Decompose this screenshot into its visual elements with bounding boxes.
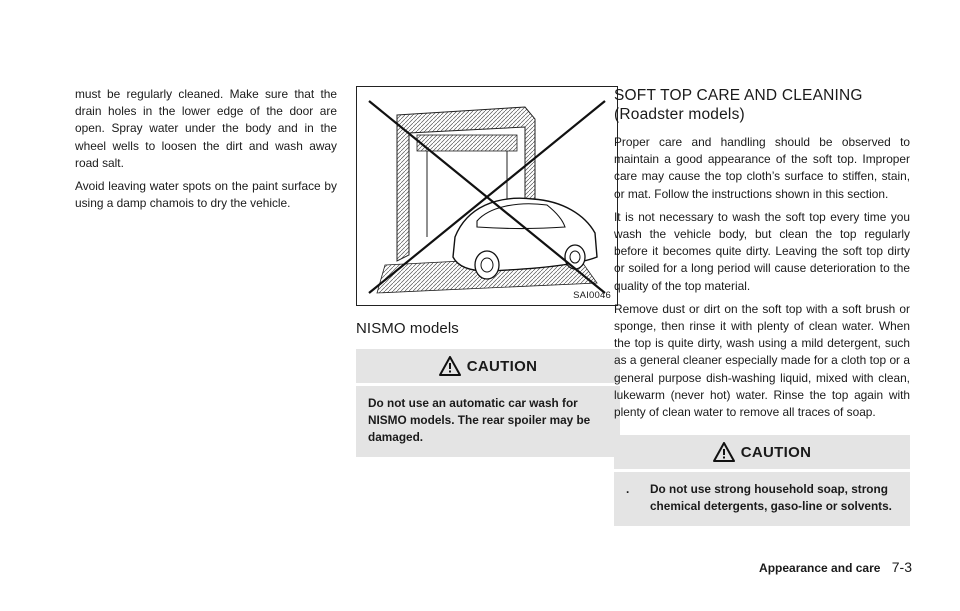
caution-box-nismo [356,349,620,457]
middle-column [356,86,620,457]
soft-top-heading [614,86,910,124]
left-column [75,86,337,218]
paragraph-wash-body: must be regularly cleaned. Make sure that the drain holes in the lower edge of the door are open. Spray water under the body and in the wheel wells to loosen the dirt and wash away road salt. [75,87,337,170]
warning-triangle-icon [713,442,735,462]
caution-title: CAUTION [740,443,812,461]
footer-section-name: Appearance and care [759,561,881,575]
right-column [614,86,910,526]
soft-top-heading-line1: SOFT TOP CARE AND CLEANING [614,87,863,104]
soft-top-heading-line2: (Roadster models) [614,106,745,123]
paragraph-water-spots: Avoid leaving water spots on the paint surface by using a damp chamois to dry the vehicle. [75,179,337,211]
caution-bullet-text: Do not use strong household soap, strong chemical detergents, gaso-line or solvents. [650,482,892,514]
caution-text: Do not use an automatic car wash for NISMO models. The rear spoiler may be damaged. [368,396,591,444]
paragraph-remove-dust: Remove dust or dirt on the soft top with a soft brush or sponge, then rinse it with plenty of clean water. When the top is quite dirty, wash using a mild detergent, such as a general cleaner especially made for a cloth top or a general purpose dish-washing liquid, mixed with clean, lukewarm (never hot) water. Rinse the top again with plenty of clean water to remove all traces of soap. [614,301,910,420]
paragraph-wash-frequency: It is not necessary to wash the soft top every time you wash the vehicle body, but clean the top regularly before it becomes quite dirty. Leaving the soft top dirty or soiled for a long period will cause deterioration to the quality of the top material. [614,209,910,293]
paragraph-proper-care: Proper care and handling should be observed to maintain a good appearance of the soft top. Improper care may cause the top cloth’s surface to stiffen, stain, or mat. Follow the instructions shown in this section. [614,135,910,201]
page-footer [0,559,912,575]
page-number: 7-3 [891,559,912,575]
figure-code: SAI0046 [573,290,611,301]
warning-triangle-icon [439,356,461,376]
nismo-models-heading: NISMO models [356,320,459,337]
caution-title: CAUTION [466,357,538,375]
caution-header [356,349,620,386]
bullet-marker: . [626,482,630,497]
car-wash-illustration [356,86,618,306]
caution-header [614,435,910,472]
car-wash-drawing [357,87,618,306]
caution-box-soft-top [614,435,910,526]
caution-bullet-item [626,481,898,515]
caution-bullet-list [614,472,910,526]
